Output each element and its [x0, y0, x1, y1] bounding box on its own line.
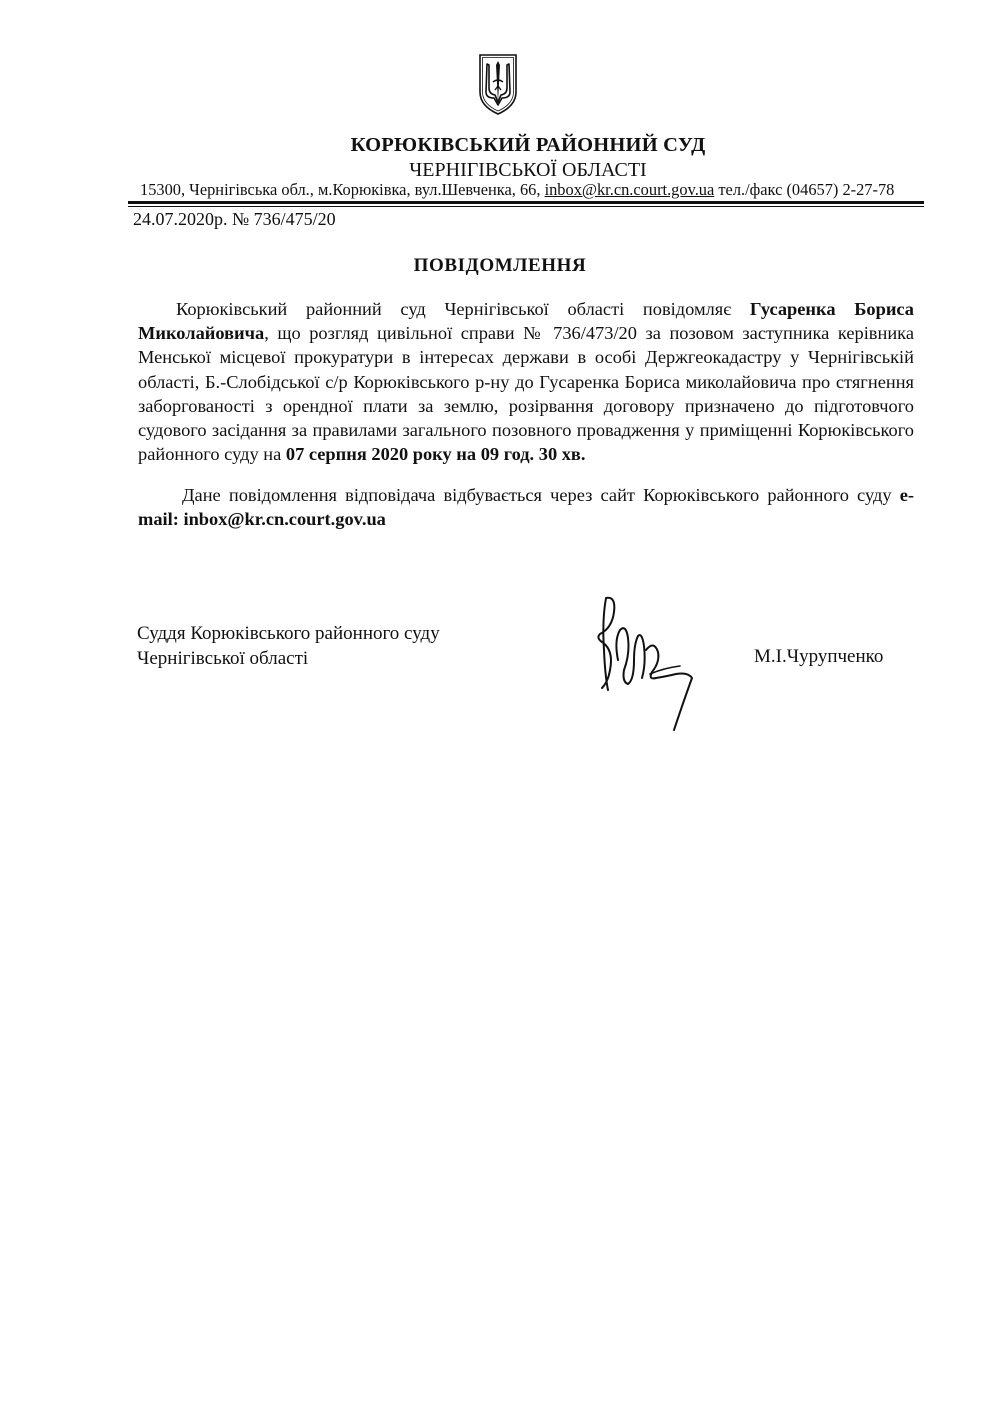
address-text: 15300, Чернігівська обл., м.Корюківка, вул.Шевченка, 66,: [140, 180, 545, 199]
handwritten-signature: [588, 590, 708, 736]
signatory-position-line1: Суддя Корюківського районного суду: [137, 623, 440, 644]
notice-paragraph: [138, 297, 914, 466]
court-phone: тел./факс (04657) 2-27-78: [714, 180, 895, 199]
notification-text: Дане повідомлення відповідача відбувається через сайт Корюківського районного суду: [182, 485, 900, 505]
notice-text-body: , що розгляд цивільної справи № 736/473/20 за позовом заступника керівника Менської місцевої прокуратури в інтересах держави в особі Держгеокадастру у Чернігівській області, Б.-Слобідської с/р Корюківського р-ну до Гусаренка Бориса миколайовича про стягнення заборгованості з орендної плати за землю, розірвання договору призначено до підготовчого судового засідання за правилами загального позовного провадження у приміщенні Корюківського районного суду на: [138, 323, 914, 465]
court-address: [140, 180, 930, 200]
signatory-position: [137, 621, 440, 671]
court-region: ЧЕРНІГІВСЬКОЇ ОБЛАСТІ: [409, 159, 647, 181]
header-divider-thin: [128, 206, 924, 207]
court-name: КОРЮКІВСЬКИЙ РАЙОННИЙ СУД: [350, 134, 706, 156]
header-divider-thick: [128, 201, 924, 204]
notification-paragraph: [138, 483, 914, 531]
hearing-date: 07 серпня 2020 року на 09 год. 30 хв.: [285, 444, 586, 465]
notice-text-start: Корюківський районний суд Чернігівської області повідомляє: [176, 299, 750, 319]
signatory-name: М.І.Чурупченко: [754, 646, 884, 667]
signatory-position-line2: Чернігівської області: [137, 648, 309, 669]
document-title: ПОВІДОМЛЕННЯ: [413, 255, 587, 276]
document-reference: 24.07.2020р. № 736/475/20: [133, 209, 336, 229]
court-email-link[interactable]: inbox@kr.cn.court.gov.ua: [544, 180, 715, 199]
tryzub-icon: [476, 52, 520, 116]
court-email-bold: e-mail: inbox@kr.cn.court.gov.ua: [138, 485, 914, 530]
addressee-name: Гусаренка Бориса Миколайовича: [138, 299, 914, 344]
